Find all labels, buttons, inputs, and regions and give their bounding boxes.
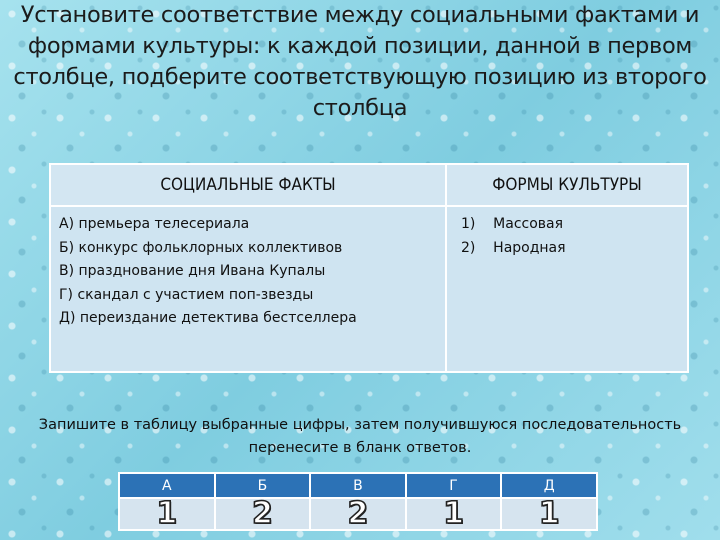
fact-item: Б) конкурс фольклорных коллективов bbox=[59, 239, 343, 256]
instruction-line: перенесите в бланк ответов. bbox=[248, 440, 472, 456]
answer-cell[interactable] bbox=[406, 498, 502, 530]
answer-digit: 1 bbox=[156, 496, 178, 531]
matching-table bbox=[49, 163, 689, 373]
answer-cell[interactable] bbox=[119, 498, 215, 530]
task-title bbox=[0, 0, 720, 124]
instruction-line: Запишите в таблицу выбранные цифры, затем получившуюся последовательность bbox=[38, 417, 682, 433]
answer-letter: Б bbox=[215, 473, 311, 498]
answer-cell[interactable] bbox=[310, 498, 406, 530]
form-item: 1) Массовая bbox=[461, 216, 564, 232]
task-title-line: Установите соответствие между социальными фактами и bbox=[20, 2, 700, 28]
header-social-facts: СОЦИАЛЬНЫЕ ФАКТЫ bbox=[50, 164, 446, 206]
answer-letter: А bbox=[119, 473, 215, 498]
header-culture-forms: ФОРМЫ КУЛЬТУРЫ bbox=[446, 164, 688, 206]
matching-table-header bbox=[50, 164, 688, 206]
answer-digit: 2 bbox=[251, 496, 273, 531]
answer-digits-row bbox=[119, 498, 597, 530]
answer-letter: В bbox=[310, 473, 406, 498]
answer-table bbox=[118, 472, 598, 531]
task-title-line: столбца bbox=[312, 95, 408, 121]
answer-letters-row bbox=[119, 473, 597, 498]
answer-letter: Г bbox=[406, 473, 502, 498]
forms-cell bbox=[446, 206, 688, 372]
task-title-line: формами культуры: к каждой позиции, данной в первом bbox=[27, 33, 693, 59]
answer-digit: 1 bbox=[538, 496, 560, 531]
answer-digit: 1 bbox=[443, 496, 465, 531]
instruction-text bbox=[0, 414, 720, 460]
task-title-line: столбце, подберите соответствующую позицию из второго bbox=[13, 64, 707, 90]
answer-cell[interactable] bbox=[501, 498, 597, 530]
fact-item: В) празднование дня Ивана Купалы bbox=[59, 263, 326, 279]
answer-letter: Д bbox=[501, 473, 597, 498]
answer-cell[interactable] bbox=[215, 498, 311, 530]
facts-cell bbox=[50, 206, 446, 372]
matching-table-body bbox=[50, 206, 688, 372]
answer-digit: 2 bbox=[347, 496, 369, 531]
fact-item: Д) переиздание детектива бестселлера bbox=[59, 310, 357, 326]
fact-item: Г) скандал с участием поп-звезды bbox=[59, 286, 314, 303]
fact-item: А) премьера телесериала bbox=[59, 216, 250, 232]
form-item: 2) Народная bbox=[461, 239, 566, 256]
